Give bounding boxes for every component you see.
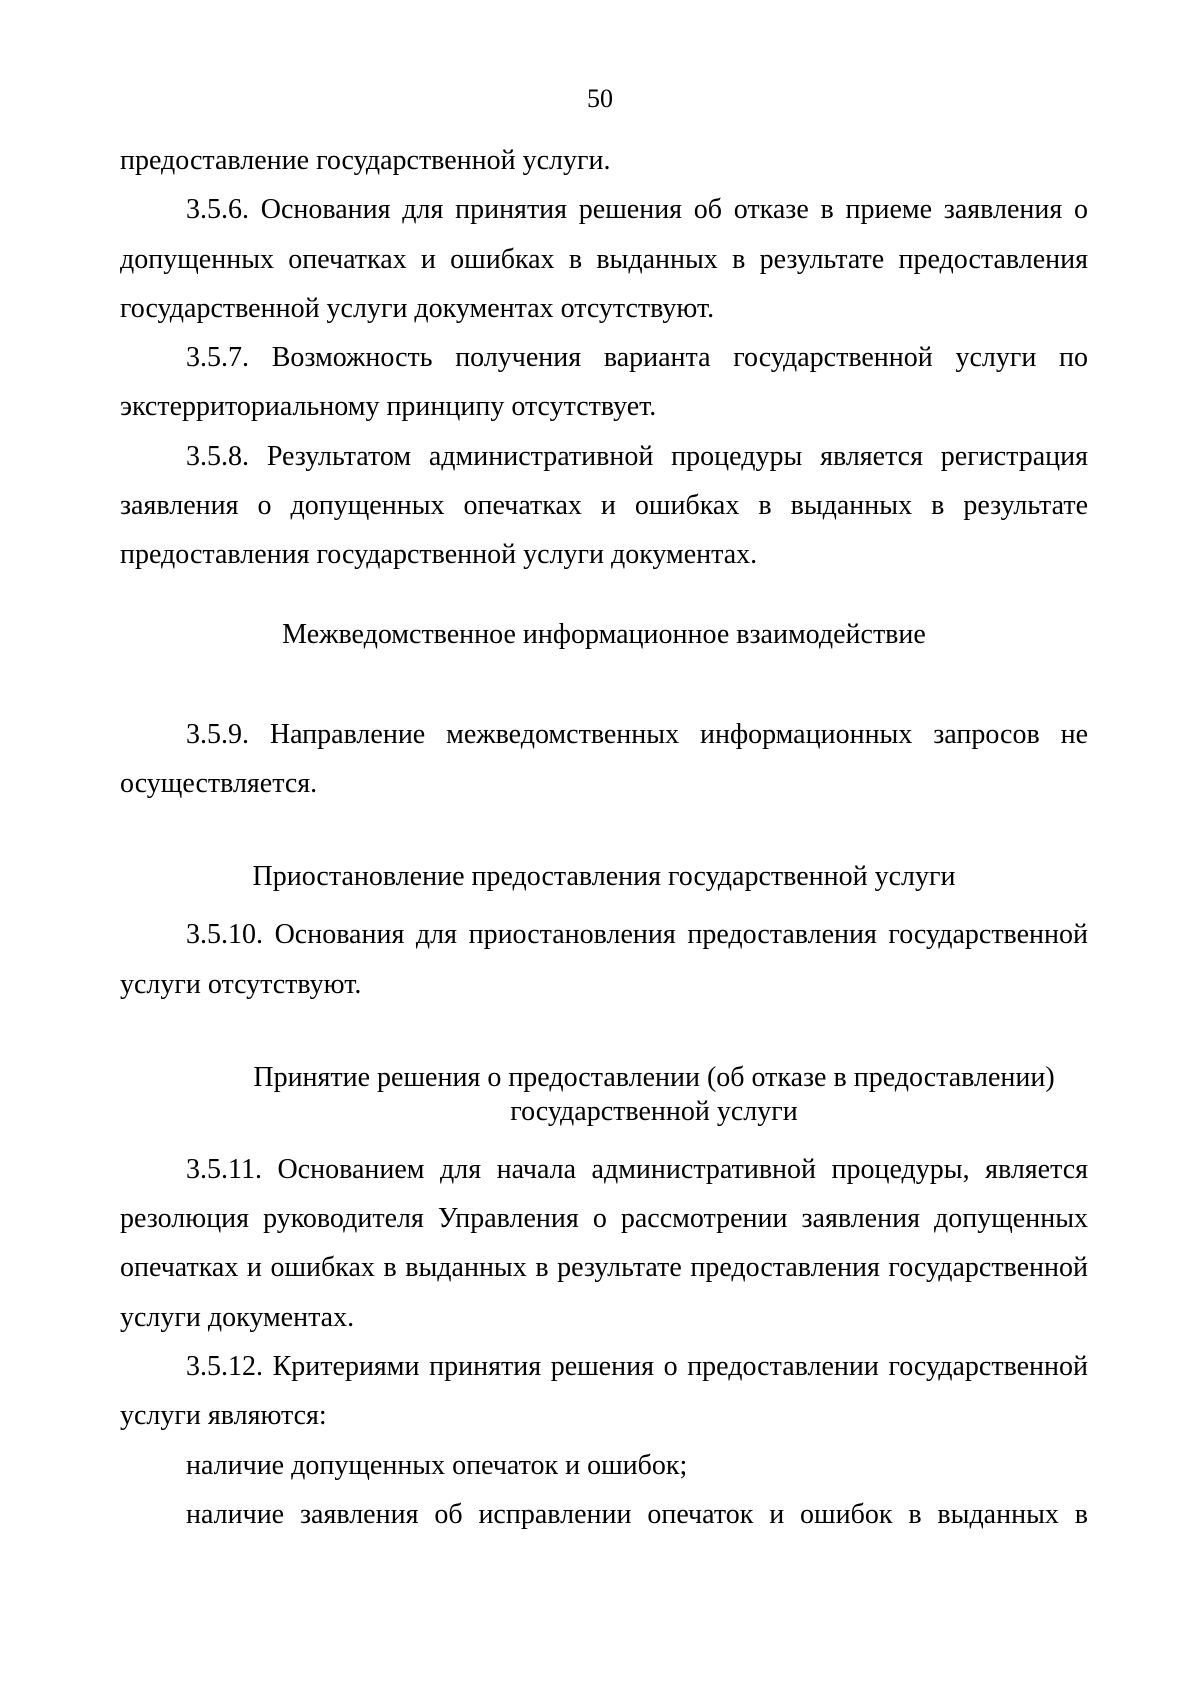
paragraph-3-5-6: 3.5.6. Основания для принятия решения об отказе в приеме заявления о допущенных опечатках и ошибках в выданных в результате предоставления государственной услуги документах отсутствуют. bbox=[120, 194, 1088, 324]
section-heading-decision: Принятие решения о предоставлении (об отказе в предоставлении) государственной услуги bbox=[253, 1061, 1055, 1127]
paragraph-continuation: предоставление государственной услуги. bbox=[120, 145, 611, 176]
paragraph-3-5-10: 3.5.10. Основания для приостановления предоставления государственной услуги отсутствуют. bbox=[120, 919, 1088, 1000]
paragraph-3-5-12: 3.5.12. Критериями принятия решения о предоставлении государственной услуги являются: bbox=[120, 1351, 1088, 1432]
paragraph-3-5-11: 3.5.11. Основанием для начала административной процедуры, является резолюция руководителя Управления о рассмотрении заявления допущенных опечатках и ошибках в выданных в результате предоставления государственной услуги документах. bbox=[120, 1153, 1088, 1333]
list-item: наличие заявления об исправлении опечаток и ошибок в выданных в bbox=[186, 1498, 1088, 1530]
list-item: наличие допущенных опечаток и ошибок; bbox=[186, 1449, 688, 1481]
document-body bbox=[120, 136, 1088, 1539]
page-number: 50 bbox=[587, 84, 613, 113]
section-heading-suspension: Приостановление предоставления государственной услуги bbox=[252, 861, 956, 893]
paragraph-3-5-8: 3.5.8. Результатом административной процедуры является регистрация заявления о допущенных опечатках и ошибках в выданных в результате предоставления государственной услуги документах. bbox=[120, 440, 1088, 571]
paragraph-3-5-9: 3.5.9. Направление межведомственных информационных запросов не осуществляется. bbox=[120, 718, 1088, 799]
section-heading-interagency: Межведомственное информационное взаимодействие bbox=[282, 618, 926, 650]
paragraph-3-5-7: 3.5.7. Возможность получения варианта государственной услуги по экстерриториальному принципу отсутствует. bbox=[120, 342, 1088, 423]
